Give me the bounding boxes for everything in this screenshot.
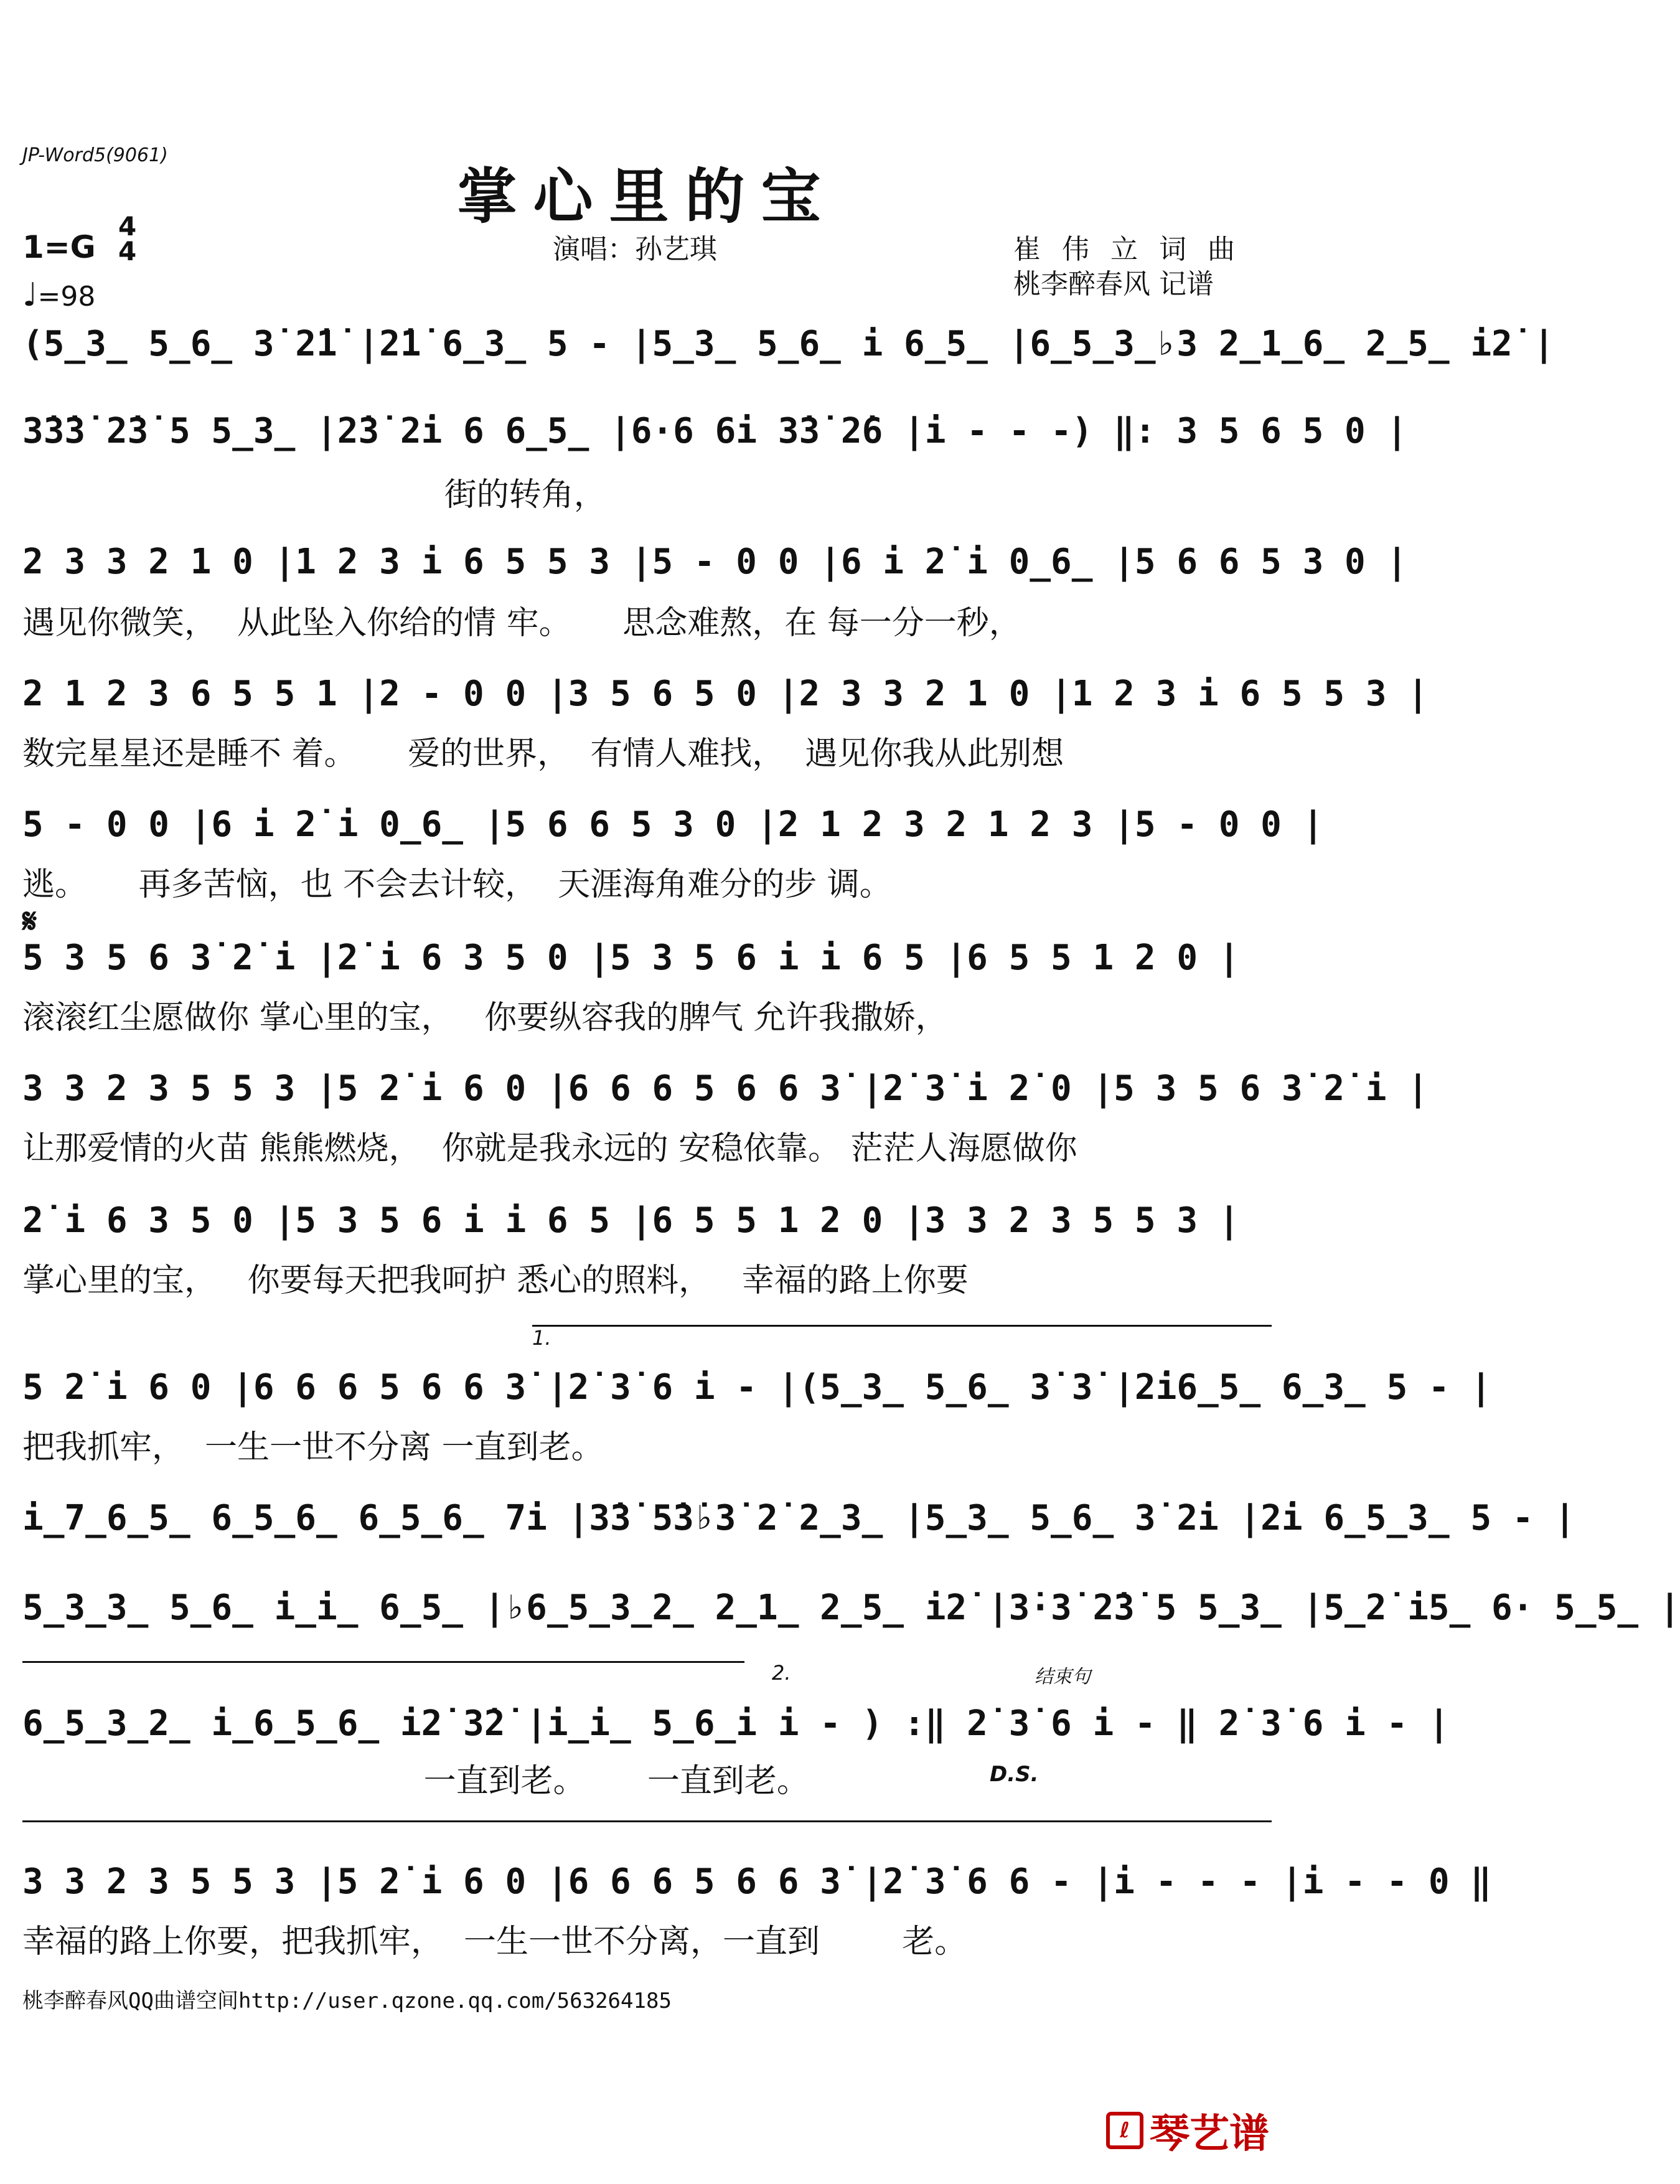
logo-text: 琴艺谱 xyxy=(1150,2111,1269,2157)
lyric-line-13: 幸福的路上你要，把我抓牢， 一生一世不分离，一直到 老。 xyxy=(22,1923,967,1960)
score-system-4: 2 1 2 3 6 5 5 1 |2 - 0 0 |3 5 6 5 0 |2 3 3 2 1 0 |1 2 3 i 6 5 5 3 | xyxy=(22,674,1429,714)
lyric-line-8: 掌心里的宝， 你要每天把我呵护 悉心的照料， 幸福的路上你要 xyxy=(22,1262,969,1299)
logo-icon: ℓ xyxy=(1106,2112,1143,2149)
score-system-5: 5 - 0 0 |6 i 2̇ i 0̲6̲ |5 6 6 5 3 0 |2 1 2 3 2 1 2 3 |5 - 0 0 | xyxy=(22,804,1324,845)
volta-2-label: 2. xyxy=(772,1661,791,1685)
footer-source: 桃李醉春风QQ曲谱空间http://user.qzone.qq.com/563264185 xyxy=(22,1989,672,2013)
lyric-line-7: 让那爱情的火苗 熊熊燃烧， 你就是我永远的 安稳依靠。 茫茫人海愿做你 xyxy=(22,1130,1077,1167)
lyric-line-9: 把我抓牢， 一生一世不分离 一直到老。 xyxy=(22,1429,604,1466)
repeat-section-line xyxy=(22,1661,744,1663)
lyric-line-2: 街的转角， xyxy=(22,476,606,514)
volta-1-bracket xyxy=(532,1325,1272,1327)
score-system-11: 5̲3̲3̲ 5̲6̲ i̲i̲ 6̲5̲ |♭6̲5̲3̲2̲ 2̲1̲ 2̲5̲ i2̇ |3̇·3̇ 2̇3̇ 5 5̲3̲ |5̲2̇ i5̲ 6· 5̲5̲ | xyxy=(22,1588,1680,1628)
score-system-6: 5 3 5 6 3̇ 2̇ i |2̇ i 6 3 5 0 |5 3 5 6 i i 6 5 |6 5 5 1 2 0 | xyxy=(22,938,1240,978)
score-system-1: (5̲3̲ 5̲6̲ 3̇ 2̇1̇ |2̇1̇ 6̲3̲ 5 - |5̲3̲ 5̲6̲ i 6̲5̲ |6̲5̲3̲♭3 2̲1̲6̲ 2̲5̲ i2̇ | xyxy=(22,324,1555,364)
transcriber-credit: 桃李醉春风 记谱 xyxy=(1013,268,1214,300)
ending-phrase-label: 结束句 xyxy=(1035,1666,1091,1688)
lyric-line-4: 数完星星还是睡不 着。 爱的世界， 有情人难找， 遇见你我从此别想 xyxy=(22,735,1064,773)
lyric-line-6: 滚滚红尘愿做你 掌心里的宝， 你要纵容我的脾气 允许我撒娇， xyxy=(22,999,948,1037)
time-signature-top: 4 xyxy=(118,211,137,242)
score-system-10: i̲7̲6̲5̲ 6̲5̲6̲ 6̲5̲6̲ 7i |3̇3̇ 5̇3̇♭3̇ 2̇ 2̲3̲ |5̲3̲ 5̲6̲ 3̇ 2̇i |2̇i 6̲5̲3̲ 5 - | xyxy=(22,1498,1575,1538)
key-signature: 1=G xyxy=(22,229,96,265)
score-system-12: 6̲5̲3̲2̲ i̲6̲5̲6̲ i2̇ 3̇2̇ |i̲i̲ 5̲6̲i i - ) :‖ 2̇ 3̇ 6 i - ‖ 2̇ 3̇ 6 i - | xyxy=(22,1703,1450,1744)
time-signature-bottom: 4 xyxy=(118,236,137,266)
score-system-8: 2̇ i 6 3 5 0 |5 3 5 6 i i 6 5 |6 5 5 1 2 0 |3 3 2 3 5 5 3 | xyxy=(22,1200,1240,1241)
tempo-value: =98 xyxy=(37,281,96,313)
score-system-3: 2 3 3 2 1 0 |1 2 3 i 6 5 5 3 |5 - 0 0 |6 i 2̇ i 0̲6̲ |5 6 6 5 3 0 | xyxy=(22,542,1408,582)
coda-line xyxy=(22,1820,1272,1822)
score-system-7: 3 3 2 3 5 5 3 |5 2̇ i 6 0 |6 6 6 5 6 6 3̇ |2̇ 3̇ i 2̇ 0 |5 3 5 6 3̇ 2̇ i | xyxy=(22,1068,1429,1109)
song-title: 掌心里的宝 xyxy=(457,161,837,232)
volta-1-label: 1. xyxy=(532,1326,551,1350)
time-signature xyxy=(118,211,137,266)
lyric-line-5: 逃。 再多苦恼，也 不会去计较， 天涯海角难分的步 调。 xyxy=(22,866,892,903)
score-system-9: 5 2̇ i 6 0 |6 6 6 5 6 6 3̇ |2̇ 3̇ 6 i - |(5̲3̲ 5̲6̲ 3̇ 3̇ |2̇i6̲5̲ 6̲3̲ 5 - | xyxy=(22,1367,1492,1408)
singer-credit: 演唱：孙艺琪 xyxy=(553,233,717,265)
ds-mark: D.S. xyxy=(990,1762,1039,1787)
score-system-2: 3̇3̇3̇ 2̇3̇ 5 5̲3̲ |2̇3̇ 2̇i 6 6̲5̲ |6·6 6i 3̇3̇ 2̇6 |i - - -) ‖: 3 5 6 5 0 | xyxy=(22,411,1408,451)
segno-icon: 𝄋 xyxy=(22,901,37,941)
tempo xyxy=(22,276,95,314)
software-label: JP-Word5(9061) xyxy=(22,144,168,166)
site-logo xyxy=(1106,2102,1269,2159)
lyric-line-3: 遇见你微笑， 从此坠入你给的情 牢。 思念难熬，在 每一分一秒， xyxy=(22,605,1021,642)
score-system-13: 3 3 2 3 5 5 3 |5 2̇ i 6 0 |6 6 6 5 6 6 3̇ |2̇ 3̇ 6 6 - |i - - - |i - - 0 ‖ xyxy=(22,1862,1492,1902)
lyric-line-12: 一直到老。 一直到老。 xyxy=(22,1763,809,1800)
quarter-note-icon: ♩ xyxy=(22,276,38,314)
composer-credit: 崔伟立词曲 xyxy=(1013,233,1256,265)
